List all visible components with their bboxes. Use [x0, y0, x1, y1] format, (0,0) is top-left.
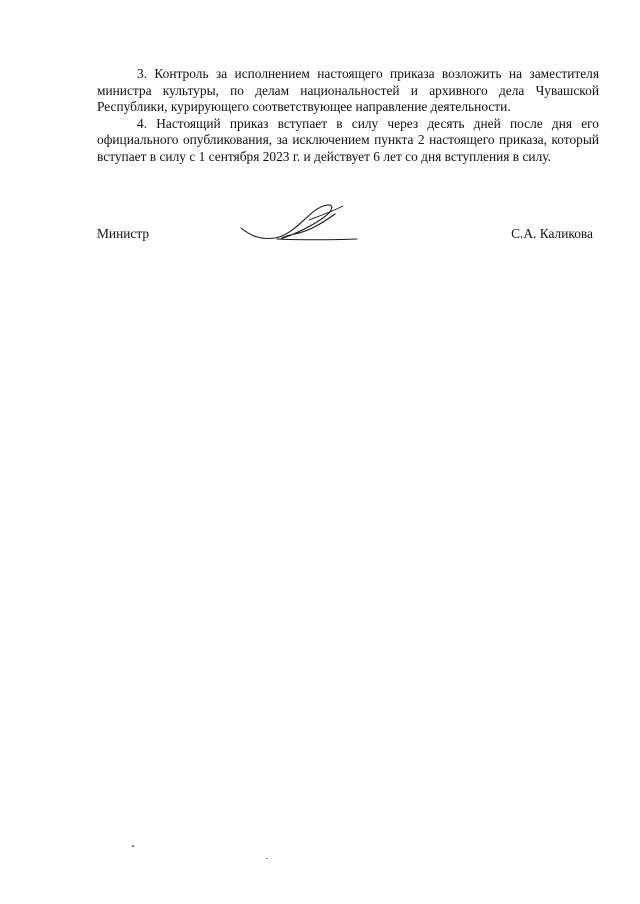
scan-speck [266, 858, 268, 859]
document-body [97, 66, 599, 166]
signatory-name: С.А. Каликова [511, 226, 593, 241]
scan-speck [132, 845, 134, 847]
signature-block [97, 198, 597, 258]
signatory-title: Министр [97, 226, 150, 241]
handwritten-signature [239, 198, 369, 246]
paragraph-3: 3. Контроль за исполнением настоящего приказа возложить на заместителя министра культуры, по делам национальностей и архивного дела Чувашской Республики, курирующего соответствующее направление деятельности. [97, 66, 599, 115]
paragraph-4: 4. Настоящий приказ вступает в силу через десять дней после дня его официального опубликования, за исключением пункта 2 настоящего приказа, который вступает в силу с 1 сентября 2023 г. и действует 6 лет со дня вступления в силу. [97, 115, 599, 164]
